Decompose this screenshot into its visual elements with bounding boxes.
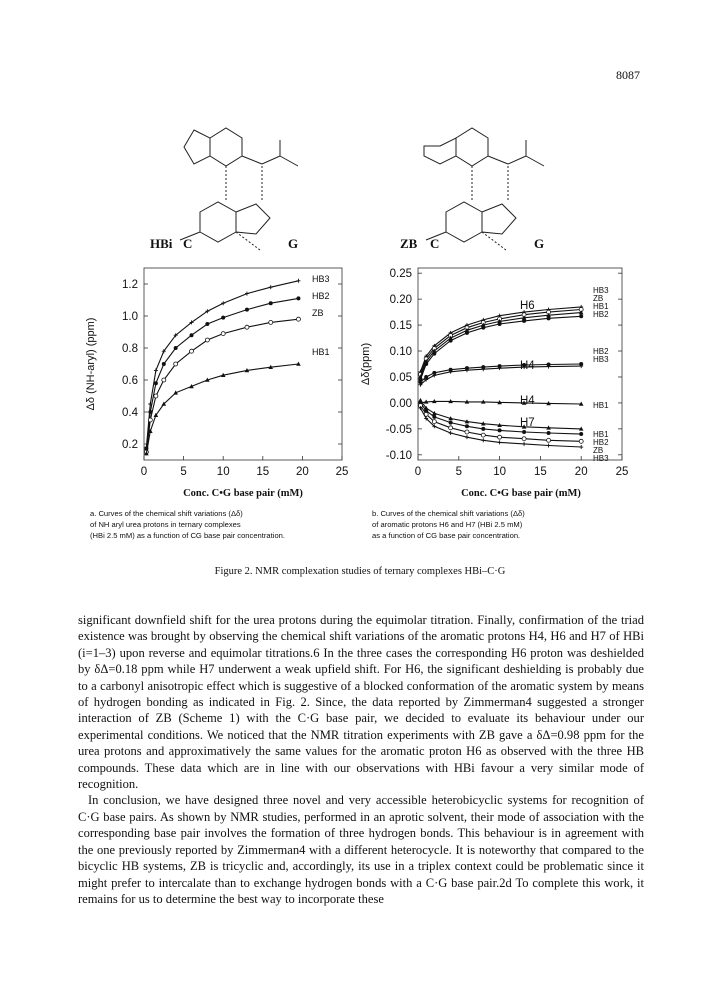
series-line-hb3 xyxy=(146,281,298,447)
x-tick-label: 5 xyxy=(455,466,463,478)
data-point-h7-hb2 xyxy=(465,424,469,428)
paragraph: significant downfield shift for the urea protons during the equimolar titration. Finally, confirmation of the triad existence was brought by observing the chemical shift variations of the aromatic protons H4, H6 and H7 of HBi (i=1–3) upon reverse and equimolar titrations.6 In the three cases the corresponding H6 proton was deshielded by δΔ=0.18 ppm while H7 underwent a weak upfield shift. For H6, the significant deshielding is probably due to a carbonyl anisotropic effect which is suggestive of a blocked conformation of the aromatic system by means of hydrogen bonding as indicated in Fig. 2. Since, the data reported by Zimmerman4 suggested a stronger interaction of ZB (Scheme 1) with the C·G base pair, we decided to evaluate its behaviour under our experimental conditions. We noticed that the NMR titration experiments with ZB gave a δΔ=0.98 ppm for the urea protons and approximatively the same values for the aromatic proton H6 as observed with the three HB compounds. These data which are in line with our observations with HBi favour a very similar mode of recognition. xyxy=(78,613,644,792)
y-tick-label: 0.8 xyxy=(122,343,138,355)
data-point-zb xyxy=(154,394,158,398)
chart-b-ylabel: Δδ(ppm) xyxy=(360,342,372,386)
body-text xyxy=(78,612,644,907)
data-point-h7-hb2 xyxy=(579,432,583,436)
caption-a-line: a. Curves of the chemical shift variations (Δδ) xyxy=(90,509,243,518)
chart-a-ylabel: Δδ (NH-aryl) (ppm) xyxy=(85,317,97,411)
data-point-hb2 xyxy=(190,333,194,337)
data-point-zb xyxy=(174,362,178,366)
data-point-h6-hb2 xyxy=(481,326,485,330)
data-point-hb3 xyxy=(296,279,300,283)
legend-label-zb: ZB xyxy=(312,308,324,318)
data-point-hb2 xyxy=(296,296,300,300)
y-tick-label: 0.25 xyxy=(389,268,412,281)
data-point-h6-hb2 xyxy=(432,352,436,356)
data-point-hb3 xyxy=(221,301,225,305)
data-point-zb xyxy=(296,317,300,321)
data-point-hb3 xyxy=(269,285,273,289)
data-point-h7-hb3 xyxy=(579,445,583,449)
data-point-h7-hb2 xyxy=(432,415,436,419)
legend-label-hb1: HB1 xyxy=(593,430,609,439)
data-point-h7-hb2 xyxy=(547,431,551,435)
legend-label-hb2: HB2 xyxy=(593,347,609,356)
data-point-zb xyxy=(162,378,166,382)
data-point-h6-hb2 xyxy=(522,319,526,323)
y-tick-label: 0.15 xyxy=(389,320,412,333)
x-tick-label: 10 xyxy=(216,466,230,478)
x-tick-label: 15 xyxy=(534,466,547,478)
figure-caption: Figure 2. NMR complexation studies of ternary complexes HBi–C·G xyxy=(214,566,506,577)
caption-b-line: of aromatic protons H6 and H7 (HBi 2.5 mM) xyxy=(372,520,523,529)
chart-a-xlabel: Conc. C•G base pair (mM) xyxy=(183,488,303,499)
y-tick-label: 1.2 xyxy=(122,279,138,291)
data-point-hb2 xyxy=(154,381,158,385)
structure-hbi-title: HBi xyxy=(150,236,173,251)
x-tick-label: 0 xyxy=(414,466,422,478)
y-tick-label: 0.00 xyxy=(389,397,412,410)
data-point-hb2 xyxy=(162,362,166,366)
data-point-zb xyxy=(269,320,273,324)
structure-zb-c-label: C xyxy=(430,236,440,251)
chart-b-annotation-h7: H7 xyxy=(520,417,535,429)
y-tick-label: 0.05 xyxy=(389,371,412,384)
legend-label-hb3: HB3 xyxy=(593,286,609,295)
legend-label-hb1: HB1 xyxy=(312,347,330,357)
data-point-h7-zb xyxy=(579,439,583,443)
legend-label-hb1: HB1 xyxy=(593,401,609,410)
structure-hbi xyxy=(150,128,298,251)
legend-label-hb3: HB3 xyxy=(312,274,330,284)
structure-hbi-c-label: C xyxy=(183,236,193,251)
data-point-h7-hb2 xyxy=(498,428,502,432)
data-point-hb3 xyxy=(154,368,158,372)
caption-b-line: b. Curves of the chemical shift variations (Δδ) xyxy=(372,509,525,518)
series-line-hb1 xyxy=(146,364,298,454)
x-tick-label: 25 xyxy=(615,466,629,478)
x-tick-label: 0 xyxy=(140,466,148,478)
legend-label-hb2: HB2 xyxy=(593,310,609,319)
caption-a-line: of NH aryl urea protons in ternary complexes xyxy=(90,520,241,529)
x-tick-label: 20 xyxy=(574,466,588,478)
data-point-h7-hb2 xyxy=(522,430,526,434)
series-line-h4-hb3 xyxy=(420,366,581,385)
structure-zb xyxy=(400,128,544,251)
x-tick-label: 25 xyxy=(335,466,349,478)
x-tick-label: 10 xyxy=(493,466,506,478)
data-point-hb2 xyxy=(205,322,209,326)
structure-zb-g-label: G xyxy=(534,236,545,251)
legend-label-hb2: HB2 xyxy=(312,291,330,301)
chart-a xyxy=(78,262,356,500)
data-point-h7-hb3 xyxy=(547,443,551,447)
x-tick-label: 5 xyxy=(180,466,187,478)
data-point-h7-zb xyxy=(465,430,469,434)
legend-label-hb2: HB2 xyxy=(593,438,609,447)
data-point-h6-hb2 xyxy=(498,322,502,326)
chart-b xyxy=(356,262,646,500)
series-line-zb xyxy=(146,319,298,452)
paragraph: In conclusion, we have designed three novel and very accessible heterobicyclic systems for recognition of C·G base pairs. As shown by NMR studies, performed in an aprotic solvent, their mode of association with the corresponding base pair involves the formation of three hydrogen bonds. This behaviour is in agreement with the one previously reported by Zimmerman4 with a different heterocycle. It is noteworthy that compared to the bicyclic HB systems, ZB is tricyclic and, accordingly, its use in a triplex context could be problematic since it might prefer to intercalate than to exchange hydrogen bonds with a C·G base pair.2d To complete this work, it remains for us to determine the best way to incorporate these xyxy=(78,793,644,906)
y-tick-label: 0.4 xyxy=(122,407,138,419)
data-point-h6-hb2 xyxy=(547,316,551,320)
y-tick-label: 0.6 xyxy=(122,375,138,387)
caption-a-line: (HBi 2.5 mM) as a function of CG base pair concentration. xyxy=(90,531,285,540)
legend-label-zb: ZB xyxy=(593,446,604,455)
x-tick-label: 20 xyxy=(296,466,309,478)
data-point-h7-hb2 xyxy=(481,427,485,431)
data-point-h7-zb xyxy=(522,437,526,441)
data-point-h7-zb xyxy=(547,438,551,442)
data-point-h7-hb3 xyxy=(481,438,485,442)
data-point-h6-hb2 xyxy=(424,362,428,366)
data-point-hb2 xyxy=(221,316,225,320)
series-line-h7-hb1 xyxy=(420,400,581,429)
data-point-h6-hb2 xyxy=(579,314,583,318)
chemical-structures xyxy=(0,100,720,270)
data-point-zb xyxy=(148,418,152,422)
legend-label-hb3: HB3 xyxy=(593,454,609,463)
legend-label-hb1: HB1 xyxy=(593,302,609,311)
data-point-h7-hb3 xyxy=(522,442,526,446)
data-point-h7-zb xyxy=(449,426,453,430)
legend-label-zb: ZB xyxy=(593,294,604,303)
data-point-h7-zb xyxy=(432,420,436,424)
data-point-zb xyxy=(205,338,209,342)
data-point-hb2 xyxy=(245,308,249,312)
data-point-h6-hb2 xyxy=(465,331,469,335)
structure-hbi-g-label: G xyxy=(288,236,299,251)
data-point-hb2 xyxy=(174,346,178,350)
data-point-h7-hb3 xyxy=(465,435,469,439)
series-line-h6-hb2 xyxy=(420,316,581,379)
series-line-h6-hb3 xyxy=(420,307,581,372)
y-tick-label: 0.20 xyxy=(389,294,412,307)
y-tick-label: -0.05 xyxy=(385,423,412,436)
chart-b-annotation-h4: H4 xyxy=(520,360,535,372)
y-tick-label: -0.10 xyxy=(385,449,412,462)
y-tick-label: 1.0 xyxy=(122,311,138,323)
chart-b-annotation-h6: H6 xyxy=(520,300,535,312)
y-tick-label: 0.10 xyxy=(389,346,412,359)
data-point-h7-hb3 xyxy=(498,440,502,444)
data-point-zb xyxy=(190,349,194,353)
data-point-h7-hb3 xyxy=(449,431,453,435)
page-number: 8087 xyxy=(616,68,640,82)
x-tick-label: 15 xyxy=(256,466,270,478)
structure-zb-title: ZB xyxy=(400,236,418,251)
data-point-h7-zb xyxy=(498,435,502,439)
chart-b-xlabel: Conc. C•G base pair (mM) xyxy=(461,488,581,499)
y-tick-label: 0.2 xyxy=(122,439,138,451)
data-point-h6-hb2 xyxy=(449,339,453,343)
data-point-hb3 xyxy=(245,292,249,296)
data-point-zb xyxy=(221,332,225,336)
data-point-h7-hb2 xyxy=(449,421,453,425)
chart-b-annotation-h4: H4 xyxy=(520,395,535,407)
data-point-h7-hb1 xyxy=(432,411,437,415)
data-point-zb xyxy=(245,325,249,329)
caption-b xyxy=(372,508,642,541)
data-point-h7-zb xyxy=(481,433,485,437)
data-point-hb2 xyxy=(269,301,273,305)
legend-label-hb3: HB3 xyxy=(593,355,609,364)
caption-a xyxy=(90,508,360,541)
caption-b-line: as a function of CG base pair concentration. xyxy=(372,531,521,540)
